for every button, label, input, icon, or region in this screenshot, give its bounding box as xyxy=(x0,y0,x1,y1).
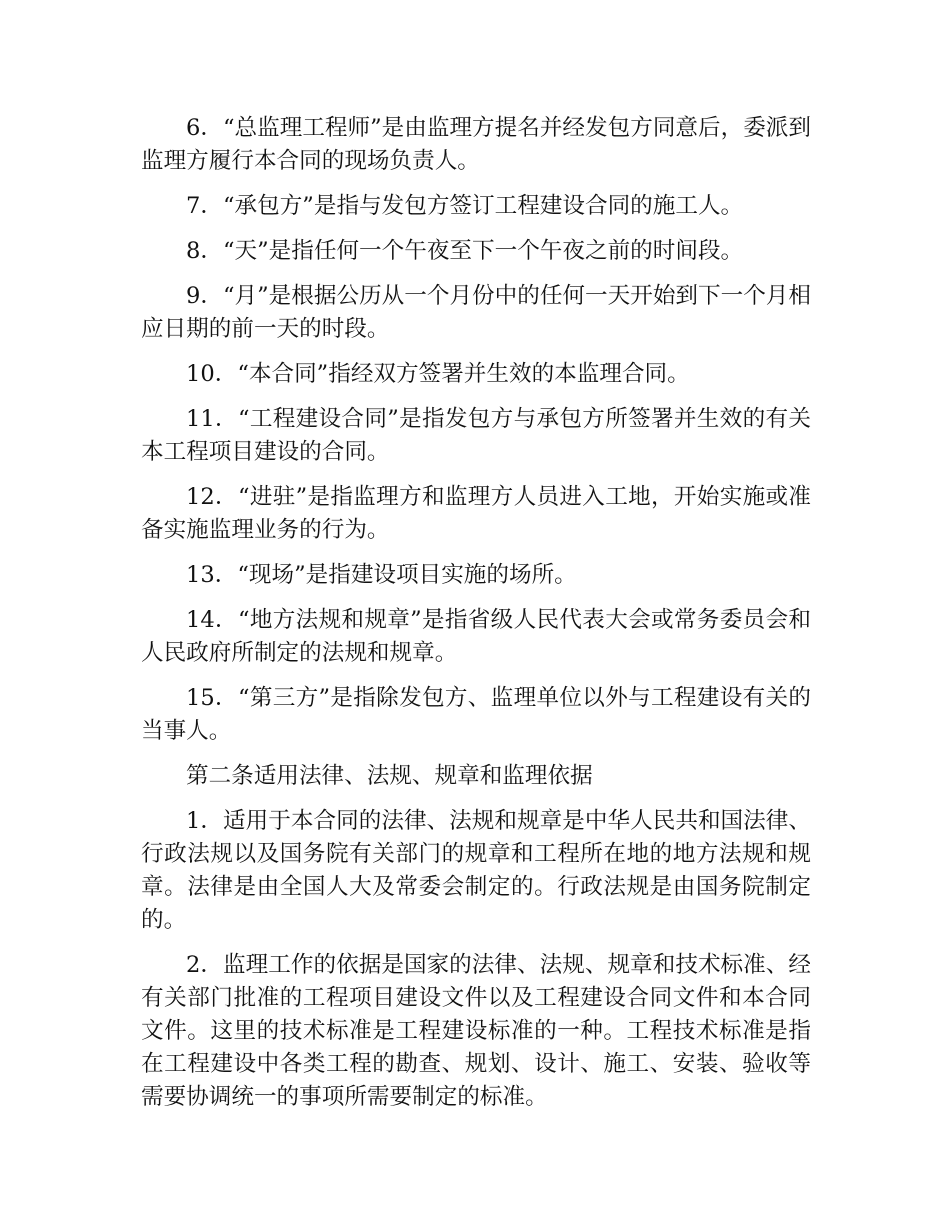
definition-paragraph-14: 14．“地方法规和规章”是指省级人民代表大会或常务委员会和人民政府所制定的法规和规章。 xyxy=(141,607,811,666)
section-heading: 第二条适用法律、法规、规章和监理依据 xyxy=(186,763,593,789)
definition-paragraph-6: 6．“总监理工程师”是由监理方提名并经发包方同意后，委派到监理方履行本合同的现场负责人。 xyxy=(141,115,811,174)
definition-paragraph-11: 11．“工程建设合同”是指发包方与承包方所签署并生效的有关本工程项目建设的合同。 xyxy=(141,406,811,465)
definition-paragraph-9: 9．“月”是根据公历从一个月份中的任何一天开始到下一个月相应日期的前一天的时段。 xyxy=(141,283,811,342)
basis-paragraph-2: 2．监理工作的依据是国家的法律、法规、规章和技术标准、经有关部门批准的工程项目建设文件以及工程建设合同文件和本合同文件。这里的技术标准是工程建设标准的一种。工程技术标准是指在工程建设中各类工程的勘查、规划、设计、施工、安装、验收等需要协调统一的事项所需要制定的标准。 xyxy=(141,952,811,1110)
definition-paragraph-8: 8．“天”是指任何一个午夜至下一个午夜之前的时间段。 xyxy=(186,238,744,264)
basis-paragraph-1: 1．适用于本合同的法律、法规和规章是中华人民共和国法律、行政法规以及国务院有关部门的规章和工程所在地的地方法规和规章。法律是由全国人大及常委会制定的。行政法规是由国务院制定的。 xyxy=(141,808,811,933)
definition-paragraph-10: 10．“本合同”指经双方签署并生效的本监理合同。 xyxy=(186,361,690,387)
definition-paragraph-13: 13．“现场”是指建设项目实施的场所。 xyxy=(186,562,577,588)
document-body xyxy=(141,112,811,1126)
definition-paragraph-15: 15．“第三方”是指除发包方、监理单位以外与工程建设有关的当事人。 xyxy=(141,685,811,744)
definition-paragraph-7: 7．“承包方”是指与发包方签订工程建设合同的施工人。 xyxy=(186,193,744,219)
definition-paragraph-12: 12．“进驻”是指监理方和监理方人员进入工地，开始实施或准备实施监理业务的行为。 xyxy=(141,484,811,543)
